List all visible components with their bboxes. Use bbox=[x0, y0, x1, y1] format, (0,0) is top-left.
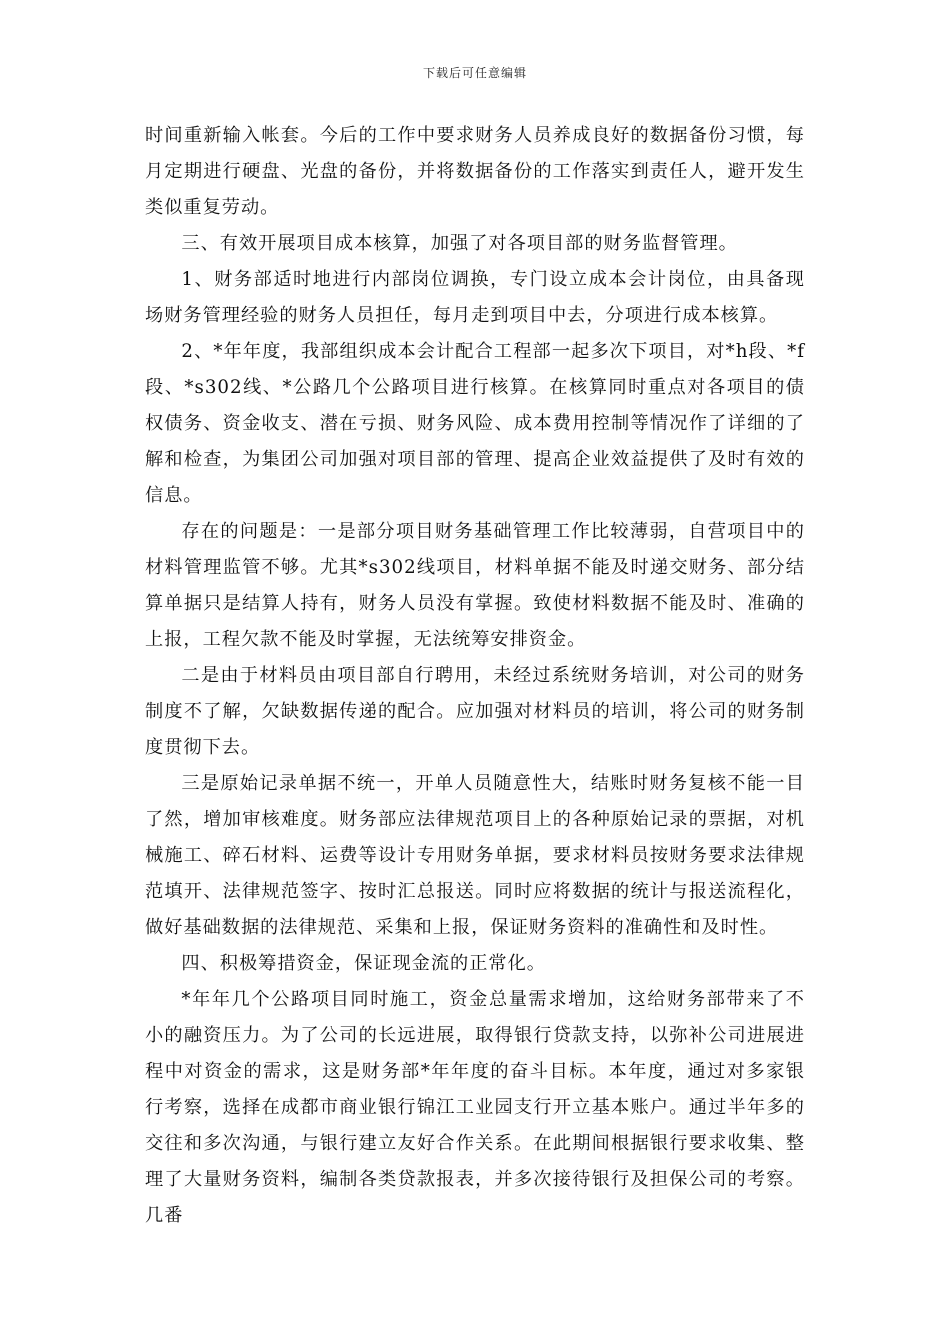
paragraph-5: 存在的问题是：一是部分项目财务基础管理工作比较薄弱，自营项目中的材料管理监管不够。尤其*s302线项目，材料单据不能及时递交财务、部分结算单据只是结算人持有，财务人员没有掌握。致使材料数据不能及时、准确的上报，工程欠款不能及时掌握，无法统筹安排资金。 bbox=[145, 521, 805, 650]
paragraph-7: 三是原始记录单据不统一，开单人员随意性大，结账时财务复核不能一目了然，增加审核难度。财务部应法律规范项目上的各种原始记录的票据，对机械施工、碎石材料、运费等设计专用财务单据，要求材料员按财务要求法律规范填开、法律规范签字、按时汇总报送。同时应将数据的统计与报送流程化，做好基础数据的法律规范、采集和上报，保证财务资料的准确性和及时性。 bbox=[145, 773, 805, 938]
paragraph-2: 三、有效开展项目成本核算，加强了对各项目部的财务监督管理。 bbox=[181, 233, 738, 254]
paragraph-3: 1、财务部适时地进行内部岗位调换，专门设立成本会计岗位，由具备现场财务管理经验的财务人员担任，每月走到项目中去，分项进行成本核算。 bbox=[145, 269, 805, 326]
paragraph-8: 四、积极筹措资金，保证现金流的正常化。 bbox=[181, 953, 546, 974]
paragraph-4: 2、*年年度，我部组织成本会计配合工程部一起多次下项目，对*h段、*f段、*s302线、*公路几个公路项目进行核算。在核算同时重点对各项目的债权债务、资金收支、潜在亏损、财务风险、成本费用控制等情况作了详细的了解和检查，为集团公司加强对项目部的管理、提高企业效益提供了及时有效的信息。 bbox=[145, 341, 805, 506]
paragraph-6: 二是由于材料员由项目部自行聘用，未经过系统财务培训，对公司的财务制度不了解，欠缺数据传递的配合。应加强对材料员的培训，将公司的财务制度贯彻下去。 bbox=[145, 665, 805, 758]
page-header: 下载后可任意编辑 bbox=[422, 66, 527, 80]
paragraph-1: 时间重新输入帐套。今后的工作中要求财务人员养成良好的数据备份习惯，每月定期进行硬盘、光盘的备份，并将数据备份的工作落实到责任人，避开发生类似重复劳动。 bbox=[145, 125, 805, 218]
paragraph-9: *年年几个公路项目同时施工，资金总量需求增加，这给财务部带来了不小的融资压力。为了公司的长远进展，取得银行贷款支持，以弥补公司进展进程中对资金的需求，这是财务部*年年度的奋斗目标。本年度，通过对多家银行考察，选择在成都市商业银行锦江工业园支行开立基本账户。通过半年多的交往和多次沟通，与银行建立友好合作关系。在此期间根据银行要求收集、整理了大量财务资料，编制各类贷款报表，并多次接待银行及担保公司的考察。几番 bbox=[145, 989, 805, 1226]
document-body bbox=[145, 118, 805, 1234]
